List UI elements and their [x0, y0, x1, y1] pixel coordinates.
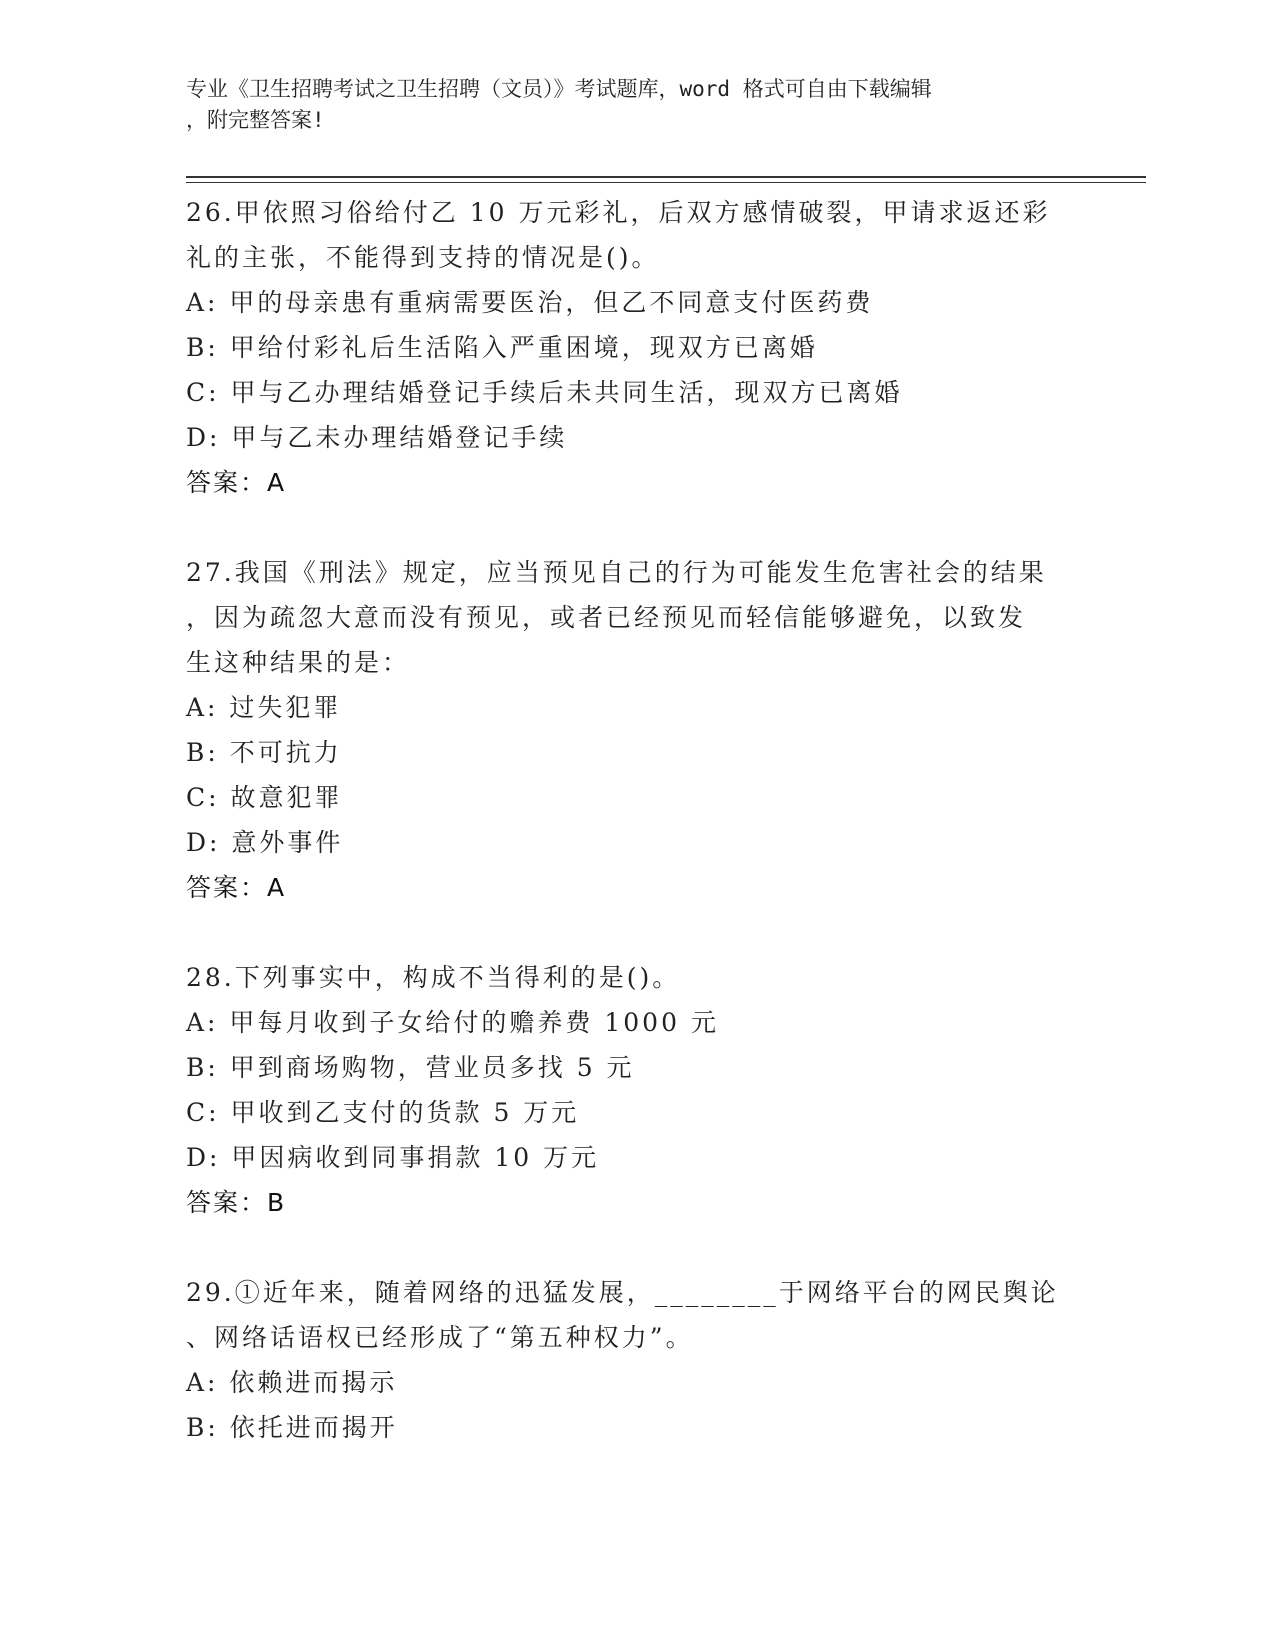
answer-option: C: 故意犯罪: [186, 783, 343, 812]
answer-key: 答案：A: [186, 468, 287, 497]
question-spacer: [186, 505, 1086, 550]
document-header: [186, 74, 1066, 136]
answer-key: 答案：A: [186, 873, 287, 902]
question-block: [186, 955, 1086, 1270]
answer-option: B: 依托进而揭开: [186, 1413, 398, 1442]
header-line-2: ，附完整答案!: [186, 108, 325, 132]
question-stem-line: ，因为疏忽大意而没有预见，或者已经预见而轻信能够避免，以致发: [186, 603, 1027, 632]
answer-option: D: 甲因病收到同事捐款 10 万元: [186, 1143, 600, 1172]
answer-option: A: 甲每月收到子女给付的赡养费 1000 元: [186, 1008, 719, 1037]
answer-option: A: 甲的母亲患有重病需要医治，但乙不同意支付医药费: [186, 288, 874, 317]
answer-option: B: 甲到商场购物，营业员多找 5 元: [186, 1053, 635, 1082]
question-stem-line: 27.我国《刑法》规定，应当预见自己的行为可能发生危害社会的结果: [186, 558, 1047, 587]
header-divider: [186, 176, 1146, 178]
header-line-1: 专业《卫生招聘考试之卫生招聘（文员）》考试题库，word 格式可自由下载编辑: [186, 77, 932, 101]
question-stem-line: 、网络话语权已经形成了“第五种权力”。: [186, 1323, 694, 1352]
answer-option: C: 甲与乙办理结婚登记手续后未共同生活，现双方已离婚: [186, 378, 903, 407]
answer-option: D: 甲与乙未办理结婚登记手续: [186, 423, 568, 452]
question-list: [186, 190, 1086, 1450]
question-stem-line: 生这种结果的是：: [186, 648, 411, 677]
answer-option: B: 甲给付彩礼后生活陷入严重困境，现双方已离婚: [186, 333, 818, 362]
answer-option: C: 甲收到乙支付的货款 5 万元: [186, 1098, 580, 1127]
question-stem-line: 26.甲依照习俗给付乙 10 万元彩礼，后双方感情破裂，甲请求返还彩: [186, 198, 1051, 227]
answer-key: 答案：B: [186, 1188, 287, 1217]
question-block: [186, 190, 1086, 550]
header-divider-thin: [186, 182, 1146, 183]
answer-option: D: 意外事件: [186, 828, 344, 857]
question-stem-line: 28.下列事实中，构成不当得利的是()。: [186, 963, 681, 992]
question-block: [186, 550, 1086, 955]
question-stem-line: 29.①近年来，随着网络的迅猛发展，________于网络平台的网民舆论: [186, 1278, 1059, 1307]
answer-option: B: 不可抗力: [186, 738, 342, 767]
question-block: [186, 1270, 1086, 1450]
question-spacer: [186, 910, 1086, 955]
question-spacer: [186, 1225, 1086, 1270]
question-stem-line: 礼的主张，不能得到支持的情况是()。: [186, 243, 660, 272]
answer-option: A: 过失犯罪: [186, 693, 342, 722]
answer-option: A: 依赖进而揭示: [186, 1368, 398, 1397]
